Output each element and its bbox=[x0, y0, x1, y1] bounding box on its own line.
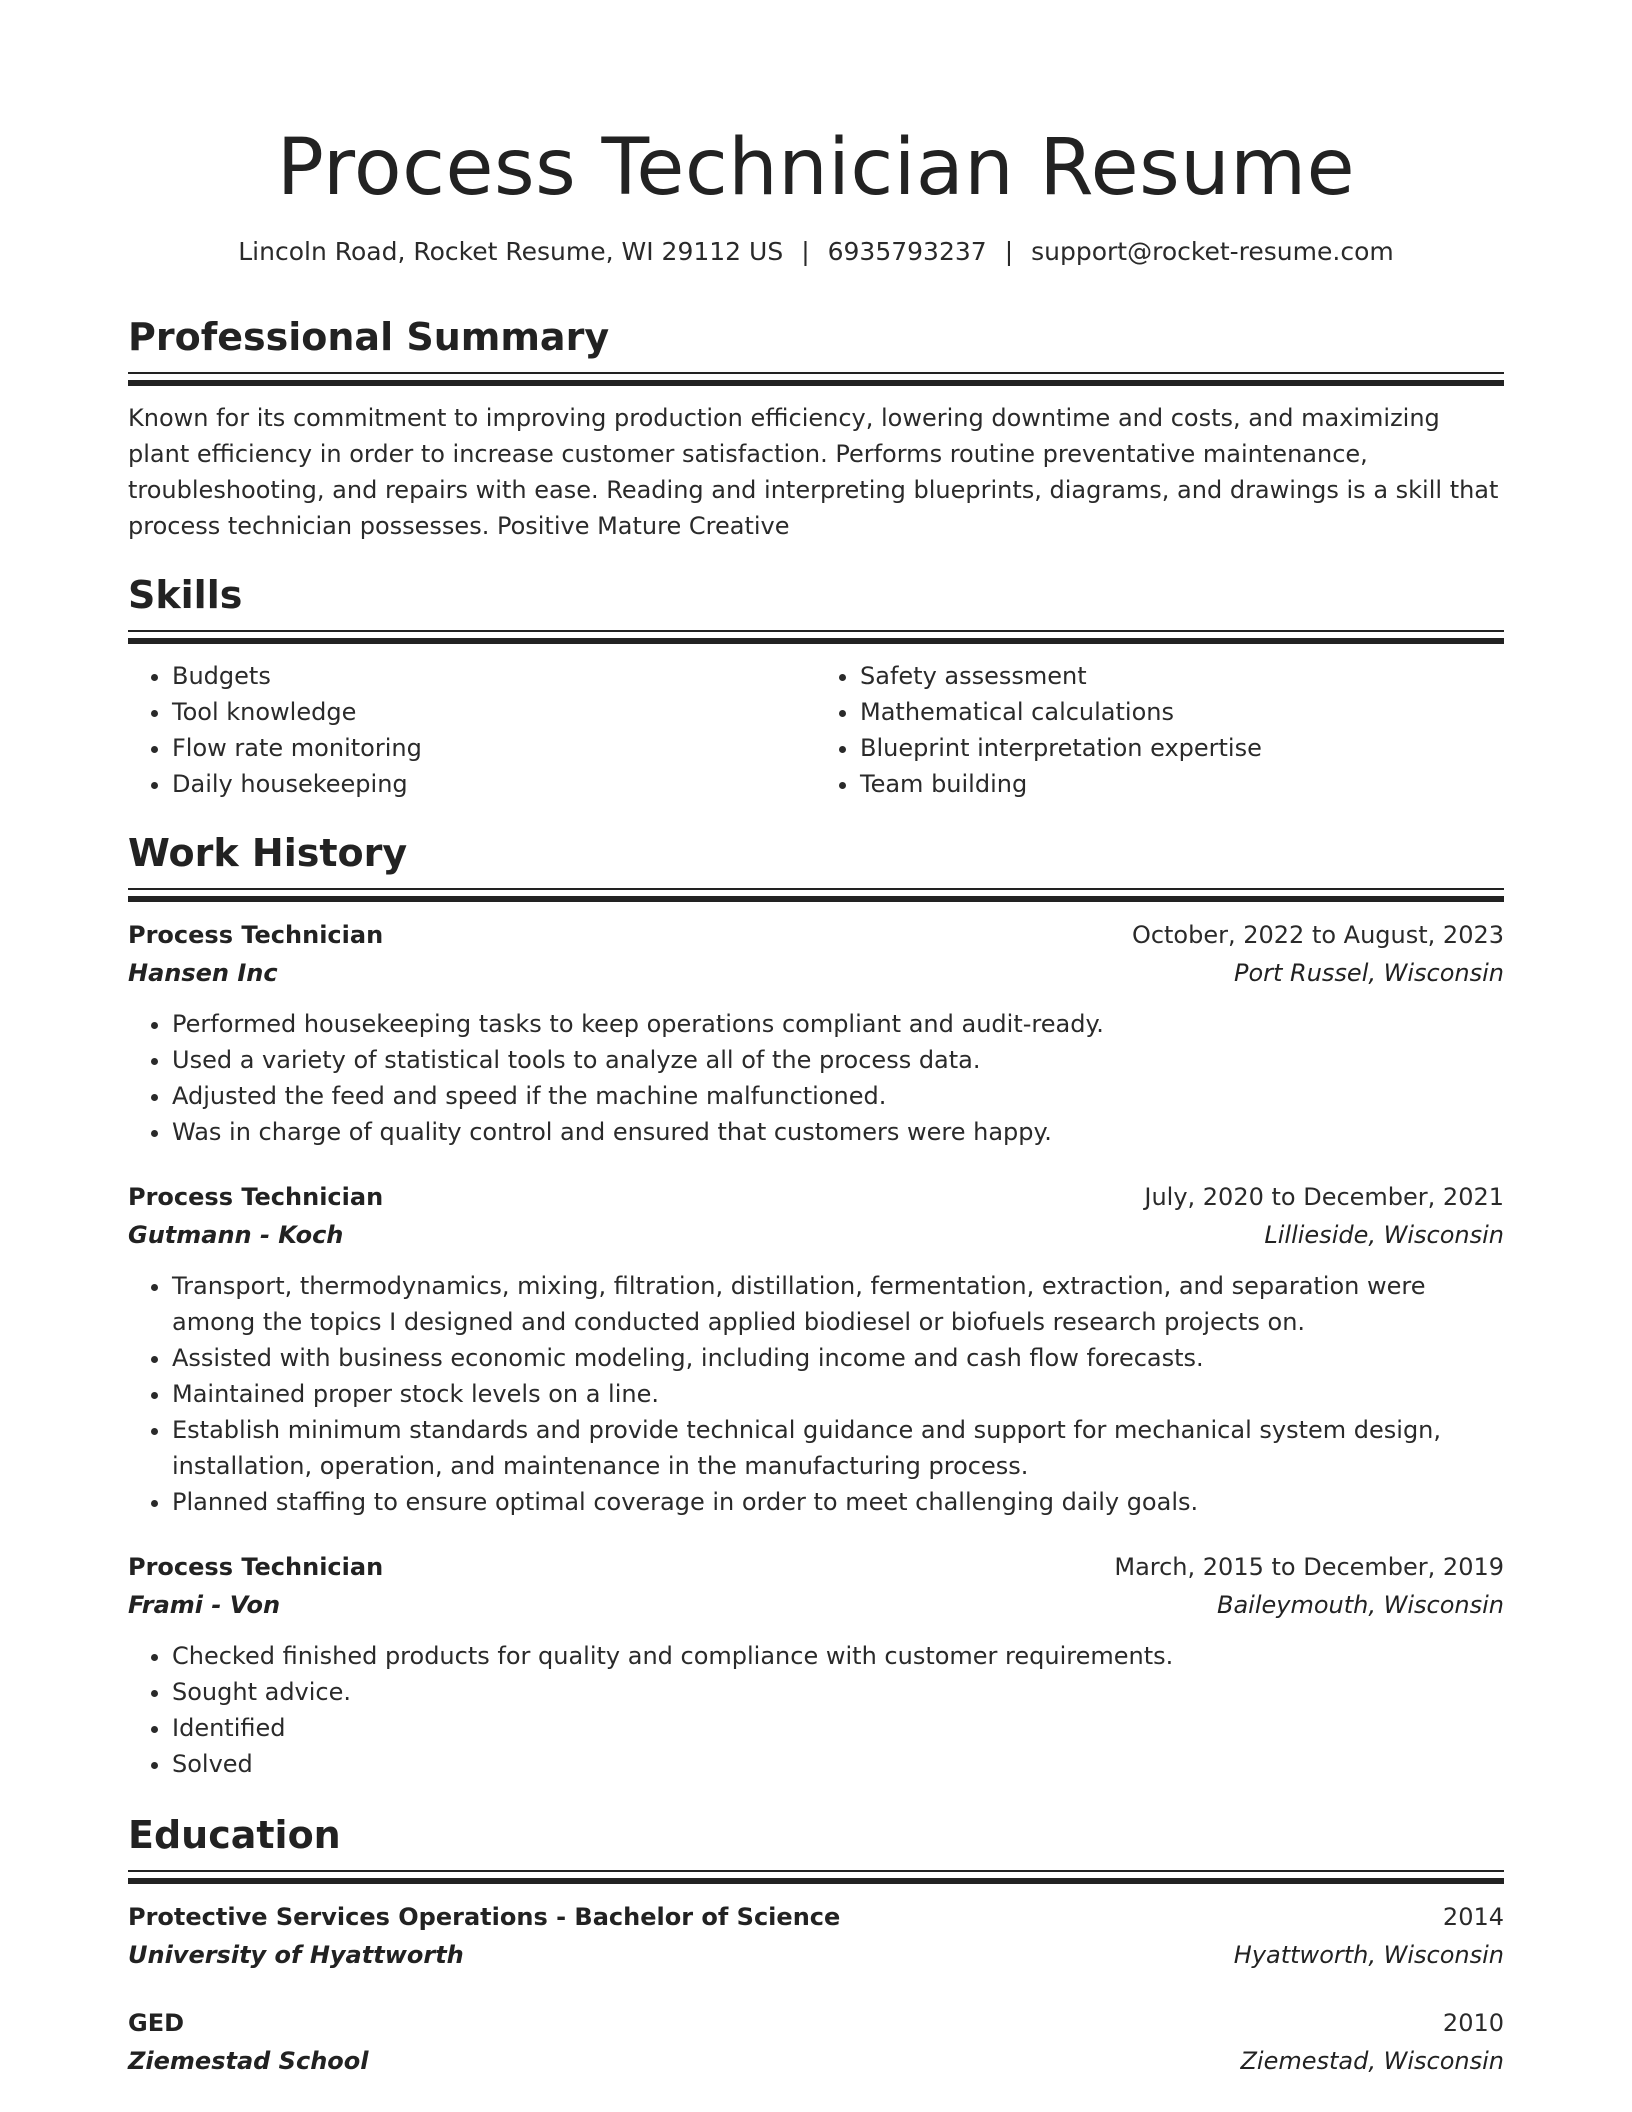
job-subheader bbox=[128, 1586, 1504, 1624]
job-entry bbox=[128, 1548, 1504, 1782]
section-heading: Professional Summary bbox=[128, 315, 610, 359]
job-entry bbox=[128, 916, 1504, 1150]
section-divider bbox=[128, 372, 1504, 386]
job-entry bbox=[128, 1178, 1504, 1520]
job-header bbox=[128, 1178, 1504, 1216]
job-company: Frami - Von bbox=[128, 1591, 281, 1619]
job-bullet: • Was in charge of quality control and ensured that customers were happy. bbox=[172, 1114, 1504, 1150]
skills-list-left bbox=[128, 658, 816, 802]
contact-separator: | bbox=[1004, 237, 1014, 266]
job-header bbox=[128, 916, 1504, 954]
job-bullet: • Establish minimum standards and provide technical guidance and support for mechanical system design, installation, operation, and maintenance in the manufacturing process. bbox=[172, 1412, 1504, 1484]
job-bullet: • Used a variety of statistical tools to analyze all of the process data. bbox=[172, 1042, 1504, 1078]
education-location: Ziemestad, Wisconsin bbox=[1240, 2047, 1504, 2075]
contact-email[interactable]: support@rocket-resume.com bbox=[1031, 237, 1394, 266]
skills-columns bbox=[128, 658, 1504, 802]
job-bullet: • Identified bbox=[172, 1710, 1504, 1746]
job-company: Gutmann - Koch bbox=[128, 1221, 344, 1249]
skill-item: • Tool knowledge bbox=[172, 694, 816, 730]
contact-separator: | bbox=[801, 237, 810, 266]
job-title: Process Technician bbox=[128, 1553, 384, 1581]
education-year: 2010 bbox=[1442, 2009, 1504, 2037]
contact-line bbox=[128, 232, 1504, 272]
skill-item: • Blueprint interpretation expertise bbox=[860, 730, 1504, 766]
section-heading: Skills bbox=[128, 573, 243, 617]
skill-item: • Budgets bbox=[172, 658, 816, 694]
contact-address: Lincoln Road, Rocket Resume, WI 29112 US bbox=[238, 237, 784, 266]
education-header bbox=[128, 1898, 1504, 1936]
section-heading: Work History bbox=[128, 831, 408, 875]
contact-phone: 6935793237 bbox=[827, 237, 987, 266]
skill-item: • Safety assessment bbox=[860, 658, 1504, 694]
section-heading: Education bbox=[128, 1813, 341, 1857]
job-subheader bbox=[128, 954, 1504, 992]
section-divider bbox=[128, 1870, 1504, 1884]
resume-title: Process Technician Resume bbox=[276, 123, 1356, 213]
summary-section bbox=[128, 312, 1504, 544]
education-entry bbox=[128, 1898, 1504, 1974]
job-bullets bbox=[128, 1638, 1504, 1782]
job-location: Port Russel, Wisconsin bbox=[1233, 959, 1504, 987]
education-year: 2014 bbox=[1442, 1903, 1504, 1931]
skill-item: • Daily housekeeping bbox=[172, 766, 816, 802]
skill-item: • Mathematical calculations bbox=[860, 694, 1504, 730]
job-bullet: • Solved bbox=[172, 1746, 1504, 1782]
job-subheader bbox=[128, 1216, 1504, 1254]
education-degree: Protective Services Operations - Bachelor of Science bbox=[128, 1903, 841, 1931]
skill-item: • Flow rate monitoring bbox=[172, 730, 816, 766]
skills-section bbox=[128, 570, 1504, 802]
education-section bbox=[128, 1810, 1504, 2080]
job-bullet: • Checked finished products for quality and compliance with customer requirements. bbox=[172, 1638, 1504, 1674]
education-subheader bbox=[128, 2042, 1504, 2080]
work-history-section bbox=[128, 828, 1504, 1782]
job-bullets bbox=[128, 1268, 1504, 1520]
job-bullet: • Assisted with business economic modeling, including income and cash flow forecasts. bbox=[172, 1340, 1504, 1376]
education-degree: GED bbox=[128, 2009, 185, 2037]
job-bullet: • Transport, thermodynamics, mixing, filtration, distillation, fermentation, extraction, and separation were among the topics I designed and conducted applied biodiesel or biofuels research projects on. bbox=[172, 1268, 1504, 1340]
job-dates: March, 2015 to December, 2019 bbox=[1114, 1553, 1504, 1581]
education-header bbox=[128, 2004, 1504, 2042]
job-bullet: • Planned staffing to ensure optimal coverage in order to meet challenging daily goals. bbox=[172, 1484, 1504, 1520]
education-location: Hyattworth, Wisconsin bbox=[1233, 1941, 1504, 1969]
summary-text: Known for its commitment to improving production efficiency, lowering downtime and costs, and maximizing plant efficiency in order to increase customer satisfaction. Performs routine preventative maintenance, troubleshooting, and repairs with ease. Reading and interpreting blueprints, diagrams, and drawings is a skill that process technician possesses. Positive Mature Creative bbox=[128, 404, 1499, 540]
education-entry bbox=[128, 2004, 1504, 2080]
education-subheader bbox=[128, 1936, 1504, 1974]
job-location: Baileymouth, Wisconsin bbox=[1216, 1591, 1504, 1619]
education-school: University of Hyattworth bbox=[128, 1941, 464, 1969]
job-bullet: • Maintained proper stock levels on a line. bbox=[172, 1376, 1504, 1412]
job-location: Lillieside, Wisconsin bbox=[1264, 1221, 1504, 1249]
job-header bbox=[128, 1548, 1504, 1586]
job-bullet: • Adjusted the feed and speed if the machine malfunctioned. bbox=[172, 1078, 1504, 1114]
job-bullet: • Performed housekeeping tasks to keep operations compliant and audit-ready. bbox=[172, 1006, 1504, 1042]
job-bullet: • Sought advice. bbox=[172, 1674, 1504, 1710]
section-divider bbox=[128, 630, 1504, 644]
job-dates: July, 2020 to December, 2021 bbox=[1144, 1183, 1504, 1211]
skills-list-right bbox=[816, 658, 1504, 802]
job-company: Hansen Inc bbox=[128, 959, 278, 987]
job-title: Process Technician bbox=[128, 921, 384, 949]
job-dates: October, 2022 to August, 2023 bbox=[1131, 921, 1504, 949]
education-school: Ziemestad School bbox=[128, 2047, 369, 2075]
skill-item: • Team building bbox=[860, 766, 1504, 802]
job-bullets bbox=[128, 1006, 1504, 1150]
section-divider bbox=[128, 888, 1504, 902]
job-title: Process Technician bbox=[128, 1183, 384, 1211]
